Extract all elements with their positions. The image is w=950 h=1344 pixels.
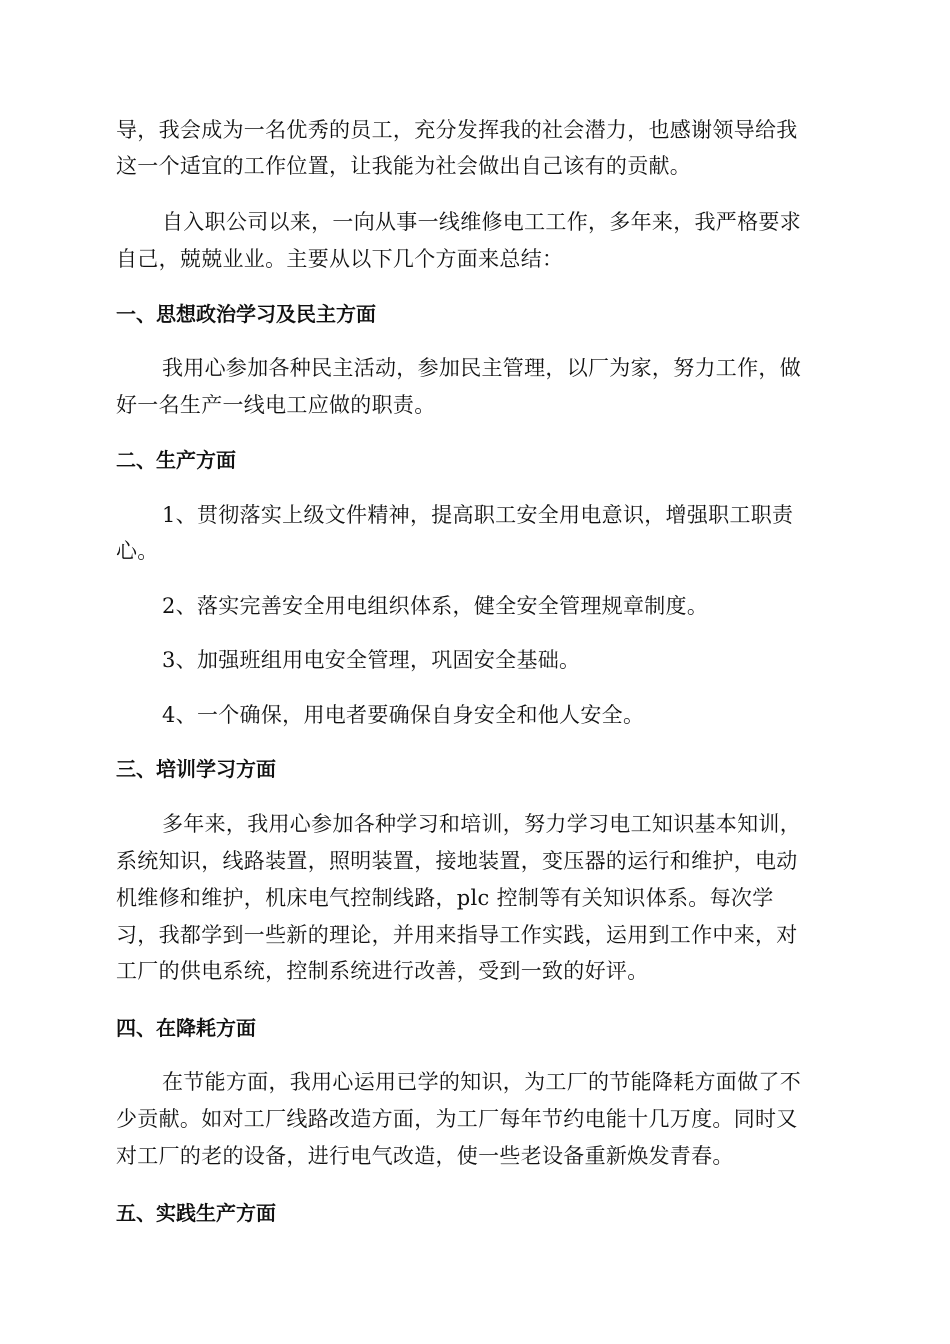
section-3-line-4: 习，我都学到一些新的理论，并用来指导工作实践，运用到工作中来，对 (116, 923, 798, 947)
section-1-line-2: 好一名生产一线电工应做的职责。 (116, 393, 436, 417)
intro-line-1: 导，我会成为一名优秀的员工，充分发挥我的社会潜力，也感谢领导给我 (116, 118, 798, 142)
section-1-heading: 一、思想政治学习及民主方面 (116, 302, 376, 326)
section-2-item-1-line-2: 心。 (116, 539, 159, 563)
section-1-line-1: 我用心参加各种民主活动，参加民主管理，以厂为家，努力工作，做 (162, 356, 801, 380)
section-3-line-5: 工厂的供电系统，控制系统进行改善，受到一致的好评。 (116, 959, 649, 983)
section-2-heading: 二、生产方面 (116, 448, 236, 472)
section-3-line-1: 多年来，我用心参加各种学习和培训，努力学习电工知识基本知训， (162, 812, 801, 836)
section-4-line-1: 在节能方面，我用心运用已学的知识，为工厂的节能降耗方面做了不 (162, 1070, 801, 1094)
section-2-item-3: 3、加强班组用电安全管理，巩固安全基础。 (162, 648, 581, 672)
section-3-line-3: 机维修和维护，机床电气控制线路，plc 控制等有关知识体系。每次学 (116, 886, 774, 910)
section-4-line-2: 少贡献。如对工厂线路改造方面，为工厂每年节约电能十几万度。同时又 (116, 1107, 798, 1131)
section-2-item-1-line-1: 1、贯彻落实上级文件精神，提高职工安全用电意识，增强职工职责 (162, 503, 794, 527)
intro-line-2: 这一个适宜的工作位置，让我能为社会做出自己该有的贡献。 (116, 154, 692, 178)
opening-line-2: 自己，兢兢业业。主要从以下几个方面来总结： (116, 247, 564, 271)
opening-line-1: 自入职公司以来，一向从事一线维修电工工作，多年来，我严格要求 (162, 210, 801, 234)
section-4-heading: 四、在降耗方面 (116, 1016, 256, 1040)
section-4-line-3: 对工厂的老的设备，进行电气改造，使一些老设备重新焕发青春。 (116, 1144, 734, 1168)
section-5-heading: 五、实践生产方面 (116, 1201, 276, 1225)
section-2-item-4: 4、一个确保，用电者要确保自身安全和他人安全。 (162, 703, 645, 727)
section-3-line-2: 系统知识，线路装置，照明装置，接地装置，变压器的运行和维护，电动 (116, 849, 798, 873)
section-2-item-2: 2、落实完善安全用电组织体系，健全安全管理规章制度。 (162, 594, 709, 618)
section-3-heading: 三、培训学习方面 (116, 757, 276, 781)
